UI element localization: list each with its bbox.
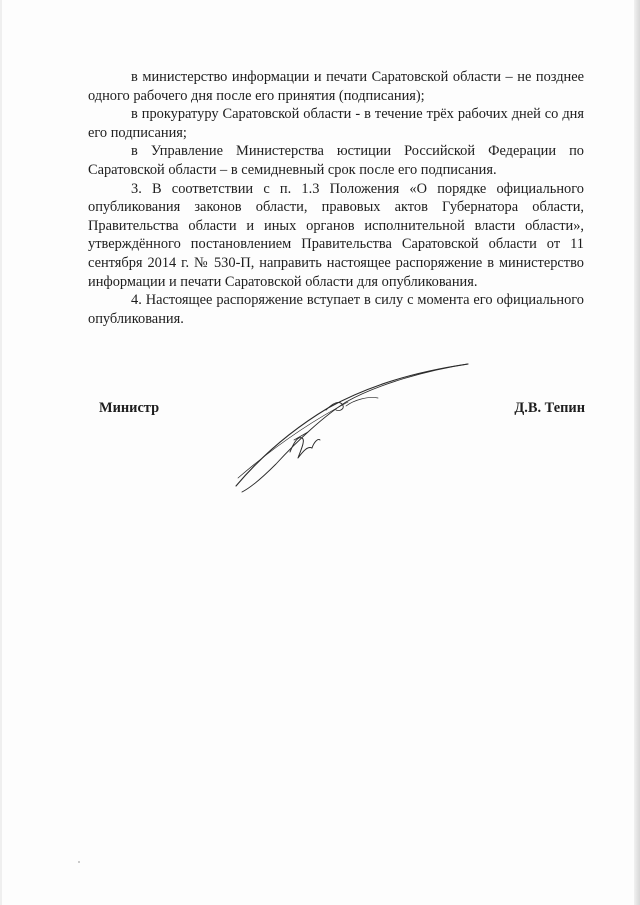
scan-edge-left [0, 0, 2, 905]
signature-block [99, 400, 585, 422]
paragraph-ministry-information: в министерство информации и печати Саратовской области – не позднее одного рабочего дня после его принятия (подписания); [88, 69, 584, 104]
scan-edge-right [634, 0, 640, 905]
paragraph-item-4: 4. Настоящее распоряжение вступает в силу с момента его официального опубликования. [88, 292, 584, 327]
signatory-title: Министр [99, 400, 160, 416]
signatory-name: Д.В. Тепин [514, 400, 585, 416]
document-body [88, 68, 584, 328]
paragraph-item-3: 3. В соответствии с п. 1.3 Положения «О порядке официального опубликования законов области, правовых актов Губернатора области, Правительства области и иных органов исполнительной власти области», утверждённого постановлением Правительства Саратовской области от 11 сентября 2014 г. № 530-П, направить настоящее распоряжение в министерство информации и печати Саратовской области для опубликования. [88, 180, 584, 290]
scan-speck [78, 861, 80, 863]
paragraph-prosecutor: в прокуратуру Саратовской области - в течение трёх рабочих дней со дня его подписания; [88, 106, 584, 141]
handwritten-signature [228, 360, 508, 495]
paragraph-justice-department: в Управление Министерства юстиции Российской Федерации по Саратовской области – в семидневный срок после его подписания. [88, 143, 584, 178]
